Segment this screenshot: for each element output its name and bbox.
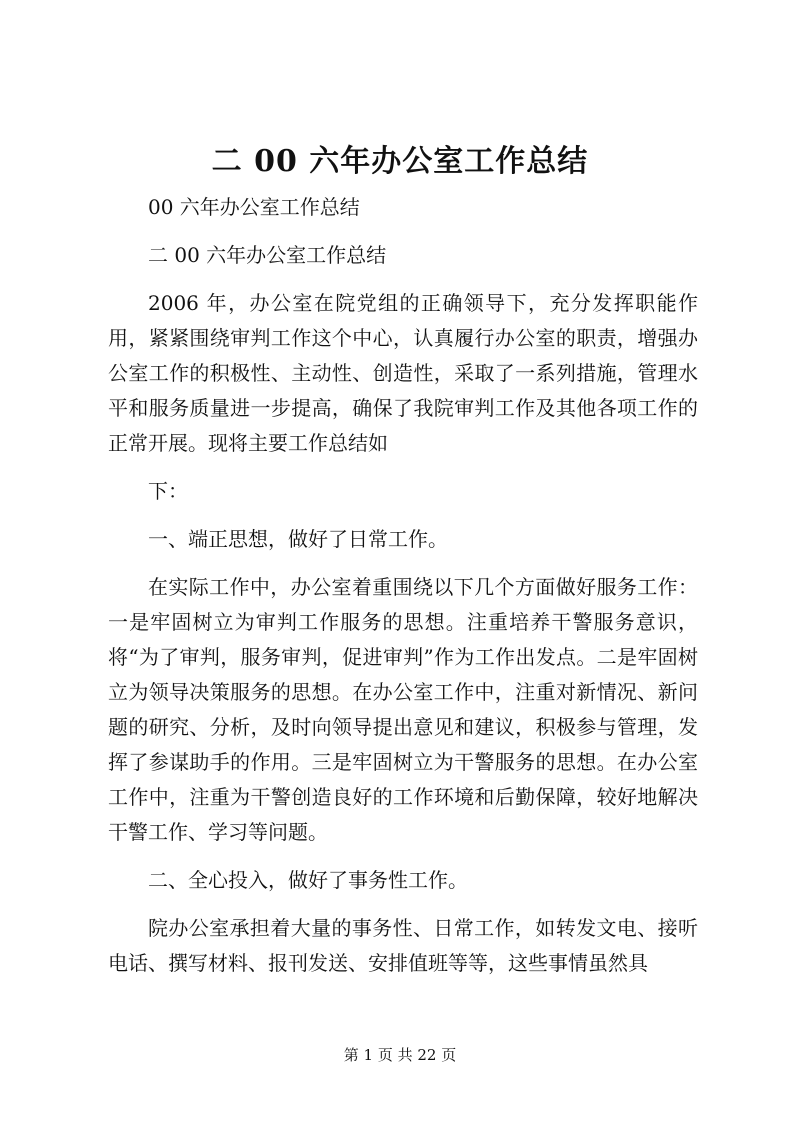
paragraph: 下：	[148, 479, 188, 503]
paragraph: 院办公室承担着大量的事务性、日常工作，如转发文电、接听电话、撰写材料、报刊发送、安排值班等等，这些事情虽然具	[108, 916, 698, 975]
paragraph: 在实际工作中，办公室着重围绕以下几个方面做好服务工作：一是牢固树立为审判工作服务的思想。注重培养干警服务意识，将“为了审判，服务审判，促进审判”作为工作出发点。二是牢固树立为领导决策服务的思想。在办公室工作中，注重对新情况、新问题的研究、分析，及时向领导提出意见和建议，积极参与管理，发挥了参谋助手的作用。三是牢固树立为干警服务的思想。在办公室工作中，注重为干警创造良好的工作环境和后勤保障，较好地解决干警工作、学习等问题。	[108, 575, 698, 844]
section-heading: 二、全心投入，做好了事务性工作。	[148, 868, 468, 892]
paragraph: 2006 年，办公室在院党组的正确领导下，充分发挥职能作用，紧紧围绕审判工作这个中心，认真履行办公室的职责，增强办公室工作的积极性、主动性、创造性，采取了一系列措施，管理水平和服务质量进一步提高，确保了我院审判工作及其他各项工作的正常开展。现将主要工作总结如	[108, 291, 698, 455]
document-title: 二 00 六年办公室工作总结	[211, 144, 589, 179]
paragraph: 二 00 六年办公室工作总结	[148, 243, 387, 267]
section-heading: 一、端正思想，做好了日常工作。	[148, 527, 448, 551]
document-body	[108, 190, 698, 994]
paragraph: 00 六年办公室工作总结	[148, 195, 360, 219]
page-number-footer: 第 1 页 共 22 页	[343, 1046, 457, 1064]
